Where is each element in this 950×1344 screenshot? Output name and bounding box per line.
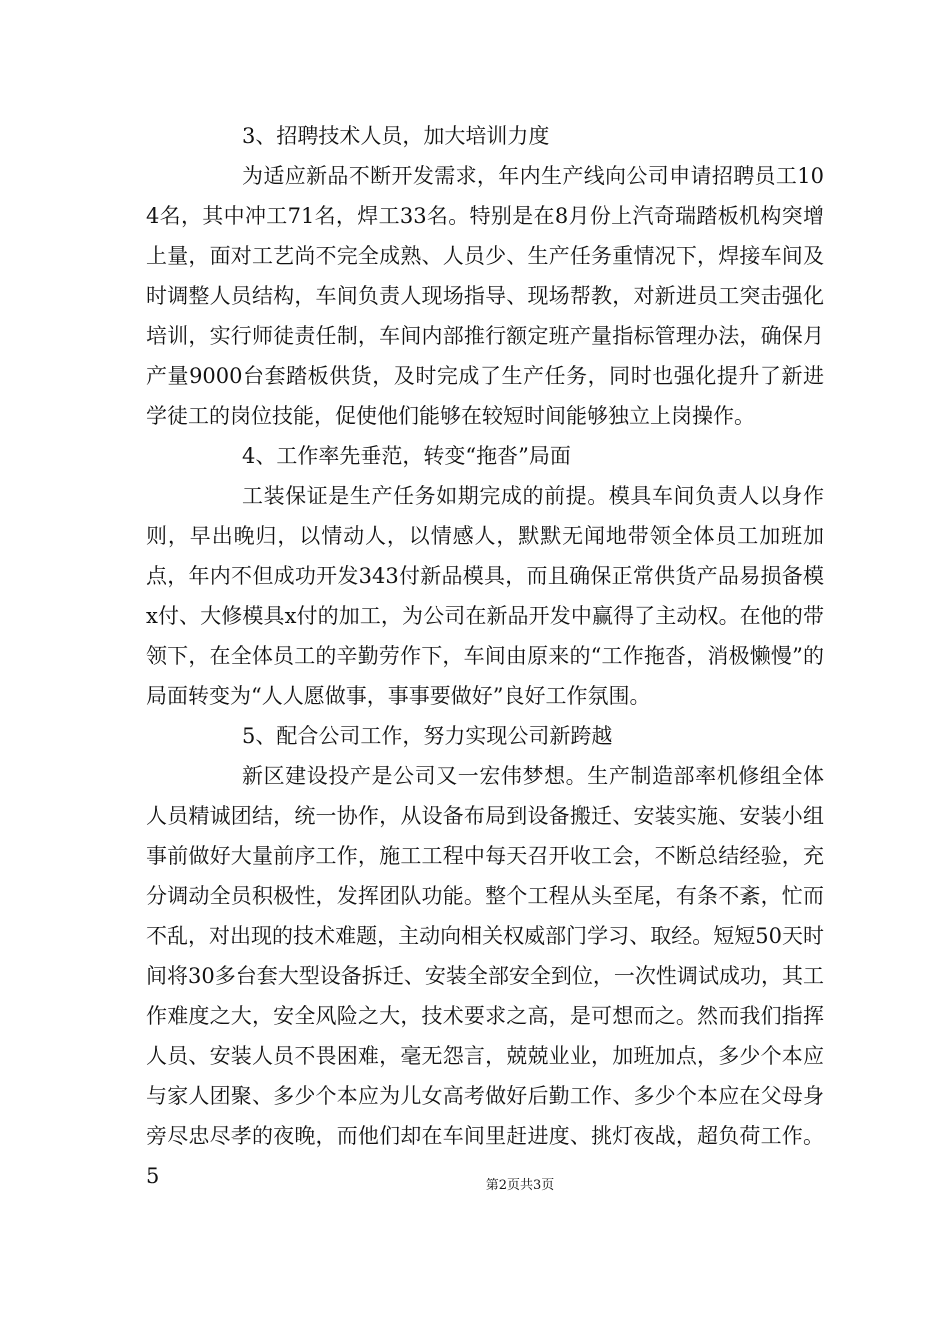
document-body [146, 116, 824, 1196]
page-number-label: 第2页共3页 [485, 1178, 555, 1193]
section-paragraph-3: 为适应新品不断开发需求，年内生产线向公司申请招聘员工104名，其中冲工71名，焊工33名。特别是在8月份上汽奇瑞踏板机构突增上量，面对工艺尚不完全成熟、人员少、生产任务重情况下，焊接车间及时调整人员结构，车间负责人现场指导、现场帮教，对新进员工突击强化培训，实行师徒责任制，车间内部推行额定班产量指标管理办法，确保月产量9000台套踏板供货，及时完成了生产任务，同时也强化提升了新进学徒工的岗位技能，促使他们能够在较短时间能够独立上岗操作。 [146, 164, 824, 428]
section-heading-3: 3、招聘技术人员，加大培训力度 [242, 124, 550, 148]
section-heading-5: 5、配合公司工作，努力实现公司新跨越 [242, 724, 613, 748]
section-paragraph-4: 工装保证是生产任务如期完成的前提。模具车间负责人以身作则，早出晚归，以情动人，以情感人，默默无闻地带领全体员工加班加点，年内不但成功开发343付新品模具，而且确保正常供货产品易损备模x付、大修模具x付的加工，为公司在新品开发中赢得了主动权。在他的带领下，在全体员工的辛勤劳作下，车间由原来的“工作拖沓，消极懒慢”的局面转变为“人人愿做事，事事要做好”良好工作氛围。 [146, 484, 824, 708]
section-heading-4: 4、工作率先垂范，转变“拖沓”局面 [242, 444, 571, 468]
page-footer [0, 1176, 950, 1196]
section-paragraph-5: 新区建设投产是公司又一宏伟梦想。生产制造部率机修组全体人员精诚团结，统一协作，从设备布局到设备搬迁、安装实施、安装小组事前做好大量前序工作，施工工程中每天召开收工会，不断总结经验，充分调动全员积极性，发挥团队功能。整个工程从头至尾，有条不紊，忙而不乱，对出现的技术难题，主动向相关权威部门学习、取经。短短50天时间将30多台套大型设备拆迁、安装全部安全到位，一次性调试成功，其工作难度之大，安全风险之大，技术要求之高，是可想而之。然而我们指挥人员、安装人员不畏困难，毫无怨言，兢兢业业，加班加点，多少个本应与家人团聚、多少个本应为儿女高考做好后勤工作、多少个本应在父母身旁尽忠尽孝的夜晚，而他们却在车间里赶进度、挑灯夜战，超负荷工作。5 [146, 764, 824, 1188]
